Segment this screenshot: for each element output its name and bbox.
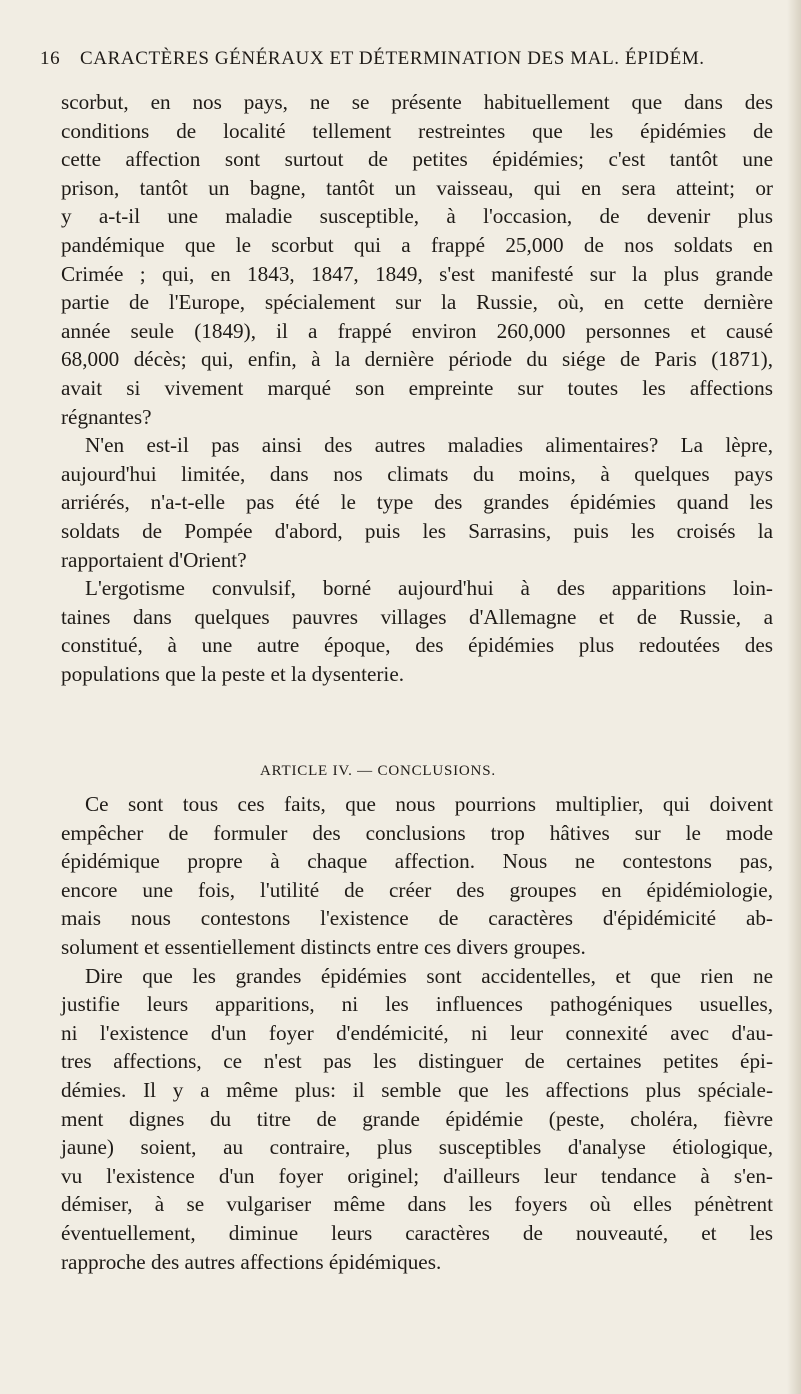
text-line: avait si vivement marqué son empreinte sur toutes les affections xyxy=(61,375,773,400)
paragraph xyxy=(61,962,773,1277)
text-line: Crimée ; qui, en 1843, 1847, 1849, s'est manifesté sur la plus grande xyxy=(61,261,773,286)
text-line: ni l'existence d'un foyer d'endémicité, ni leur connexité avec d'au- xyxy=(61,1020,773,1045)
text-line: justifie leurs apparitions, ni les influences pathogéniques usuelles, xyxy=(61,992,773,1017)
text-line: éventuellement, diminue leurs caractères de nouveauté, et les xyxy=(61,1220,773,1245)
body-text-part2 xyxy=(61,790,773,1276)
text-line: épidémique propre à chaque affection. Nous ne contestons pas, xyxy=(61,849,773,874)
text-line: mais nous contestons l'existence de caractères d'épidémicité ab- xyxy=(61,906,773,931)
text-line: partie de l'Europe, spécialement sur la Russie, où, en cette dernière xyxy=(61,290,773,315)
text-line: empêcher de formuler des conclusions trop hâtives sur le mode xyxy=(61,820,773,845)
paragraph xyxy=(61,88,773,431)
text-line: vu l'existence d'un foyer originel; d'ailleurs leur tendance à s'en- xyxy=(61,1163,773,1188)
text-line: jaune) soient, au contraire, plus susceptibles d'analyse étiologique, xyxy=(61,1135,773,1160)
section-title: ARTICLE IV. — CONCLUSIONS. xyxy=(260,763,496,779)
paragraph xyxy=(61,574,773,688)
text-line: 68,000 décès; qui, enfin, à la dernière période du siége de Paris (1871), xyxy=(61,347,773,372)
paragraph xyxy=(61,431,773,574)
text-line: taines dans quelques pauvres villages d'Allemagne et de Russie, a xyxy=(61,604,773,629)
text-line: encore une fois, l'utilité de créer des groupes en épidémiologie, xyxy=(61,877,773,902)
text-line: populations que la peste et la dysenterie. xyxy=(61,661,405,686)
text-line: solument et essentiellement distincts entre ces divers groupes. xyxy=(61,934,586,959)
text-line: prison, tantôt un bagne, tantôt un vaisseau, qui en sera atteint; or xyxy=(61,175,773,200)
text-line: ment dignes du titre de grande épidémie (peste, choléra, fièvre xyxy=(61,1106,773,1131)
text-line: pandémique que le scorbut qui a frappé 25,000 de nos soldats en xyxy=(61,232,773,257)
text-line: conditions de localité tellement restreintes que les épidémies de xyxy=(61,118,773,143)
text-line: L'ergotisme convulsif, borné aujourd'hui à des apparitions loin- xyxy=(85,576,773,601)
text-line: y a-t-il une maladie susceptible, à l'occasion, de devenir plus xyxy=(61,204,773,229)
text-line: rapportaient d'Orient? xyxy=(61,547,247,572)
text-line: année seule (1849), il a frappé environ 260,000 personnes et causé xyxy=(61,318,773,343)
text-line: constitué, à une autre époque, des épidémies plus redoutées des xyxy=(61,633,773,658)
text-line: démies. Il y a même plus: il semble que les affections plus spéciale- xyxy=(61,1077,773,1102)
text-line: Dire que les grandes épidémies sont accidentelles, et que rien ne xyxy=(85,963,773,988)
text-line: soldats de Pompée d'abord, puis les Sarrasins, puis les croisés la xyxy=(61,518,773,543)
page-edge-shadow xyxy=(787,0,801,1394)
running-head-title: CARACTÈRES GÉNÉRAUX ET DÉTERMINATION DES MAL. ÉPIDÉM. xyxy=(80,48,705,69)
text-line: régnantes? xyxy=(61,404,152,429)
running-header xyxy=(40,48,780,76)
text-line: rapproche des autres affections épidémiques. xyxy=(61,1249,442,1274)
text-line: Ce sont tous ces faits, que nous pourrions multiplier, qui doivent xyxy=(85,792,773,816)
text-line: arriérés, n'a-t-elle pas été le type des grandes épidémies quand les xyxy=(61,490,773,515)
text-line: N'en est-il pas ainsi des autres maladies alimentaires? La lèpre, xyxy=(85,433,773,458)
page-number: 16 xyxy=(40,48,61,69)
text-line: aujourd'hui limitée, dans nos climats du moins, à quelques pays xyxy=(61,461,773,486)
text-line: démiser, à se vulgariser même dans les foyers où elles pénètrent xyxy=(61,1192,773,1217)
paragraph xyxy=(61,790,773,962)
text-line: tres affections, ce n'est pas les distinguer de certaines petites épi- xyxy=(61,1049,773,1074)
text-line: cette affection sont surtout de petites épidémies; c'est tantôt une xyxy=(61,147,773,172)
text-line: scorbut, en nos pays, ne se présente habituellement que dans des xyxy=(61,90,773,114)
body-text-part1 xyxy=(61,88,773,688)
